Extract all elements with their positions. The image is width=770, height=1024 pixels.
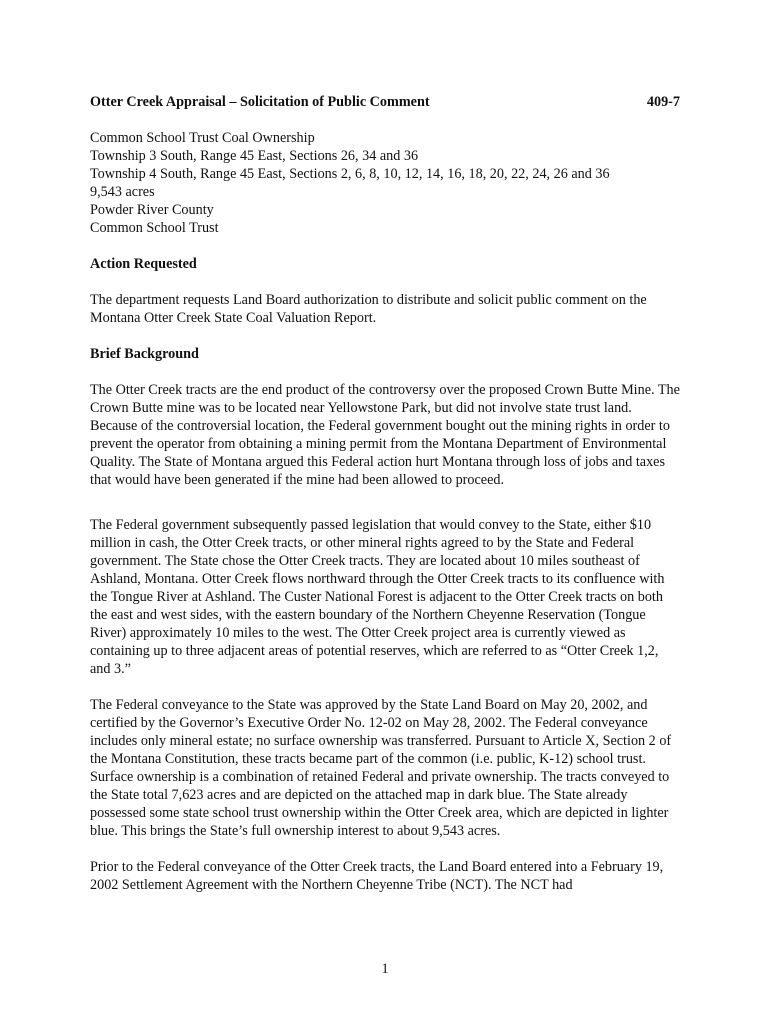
summary-line-trust: Common School Trust: [90, 220, 219, 236]
summary-line-ownership: Common School Trust Coal Ownership: [90, 130, 315, 146]
summary-line-acres: 9,543 acres: [90, 184, 155, 200]
summary-line-county: Powder River County: [90, 202, 214, 218]
document-header: [90, 93, 680, 111]
action-requested-heading: Action Requested: [90, 256, 197, 272]
background-paragraph-2: The Federal government subsequently passed legislation that would convey to the State, either $10 million in cash, the Otter Creek tracts, or other mineral rights agreed to by the State and Federal government. The State chose the Otter Creek tracts. They are located about 10 miles southeast of Ashland, Montana. Otter Creek flows northward through the Otter Creek tracts to its confluence with the Tongue River at Ashland. The Custer National Forest is adjacent to the Otter Creek tracts on both the east and west sides, with the eastern boundary of the Northern Cheyenne Reservation (Tongue River) approximately 10 miles to the west. The Otter Creek project area is currently viewed as containing up to three adjacent areas of potential reserves, which are referred to as “Otter Creek 1,2, and 3.”: [90, 517, 665, 677]
document-page: [90, 93, 680, 894]
summary-block: [90, 129, 680, 237]
document-title: Otter Creek Appraisal – Solicitation of Public Comment: [90, 94, 430, 110]
brief-background-heading: Brief Background: [90, 346, 199, 362]
background-paragraph-4: Prior to the Federal conveyance of the Otter Creek tracts, the Land Board entered into a February 19, 2002 Settlement Agreement with the Northern Cheyenne Tribe (NCT). The NCT had: [90, 859, 664, 893]
summary-line-township-4: Township 4 South, Range 45 East, Sections 2, 6, 8, 10, 12, 14, 16, 18, 20, 22, 24, 26 and 36: [90, 166, 610, 182]
action-requested-text: The department requests Land Board authorization to distribute and solicit public comment on the Montana Otter Creek State Coal Valuation Report.: [90, 292, 647, 326]
background-paragraph-3: The Federal conveyance to the State was approved by the State Land Board on May 20, 2002, and certified by the Governor’s Executive Order No. 12-02 on May 28, 2002. The Federal conveyance includes only mineral estate; no surface ownership was transferred. Pursuant to Article X, Section 2 of the Montana Constitution, these tracts became part of the common (i.e. public, K-12) school trust. Surface ownership is a combination of retained Federal and private ownership. The tracts conveyed to the State total 7,623 acres and are depicted on the attached map in dark blue. The State already possessed some state school trust ownership within the Otter Creek area, which are depicted in lighter blue. This brings the State’s full ownership interest to about 9,543 acres.: [90, 697, 672, 839]
document-number: 409-7: [646, 94, 680, 110]
summary-line-township-3: Township 3 South, Range 45 East, Sections 26, 34 and 36: [90, 148, 419, 164]
page-number: 1: [381, 961, 389, 977]
background-paragraph-1: The Otter Creek tracts are the end product of the controversy over the proposed Crown Butte Mine. The Crown Butte mine was to be located near Yellowstone Park, but did not involve state trust land. Because of the controversial location, the Federal government bought out the mining rights in order to prevent the operator from obtaining a mining permit from the Montana Department of Environmental Quality. The State of Montana argued this Federal action hurt Montana through loss of jobs and taxes that would have been generated if the mine had been allowed to proceed.: [90, 382, 680, 488]
